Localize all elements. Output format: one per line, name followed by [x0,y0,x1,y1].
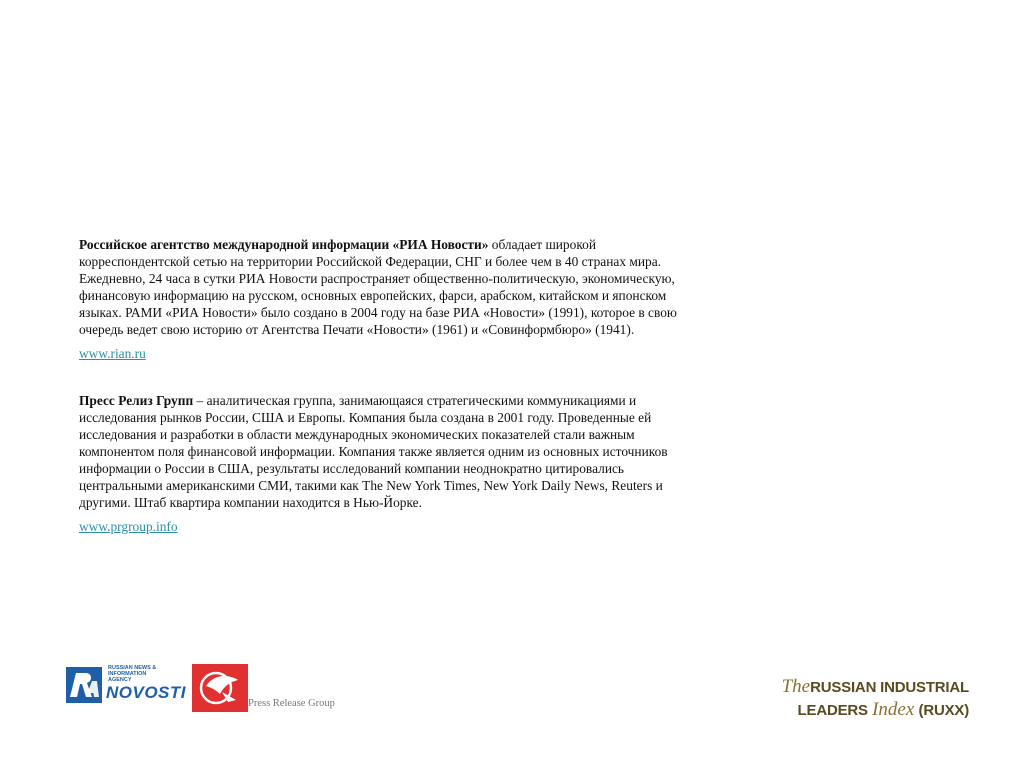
prg-description [79,392,694,511]
ruxx-the: The [781,676,811,697]
ria-novosti-logo [66,665,186,705]
prg-mark-icon [192,664,248,712]
ria-small-text: RUSSIAN NEWS & INFORMATION AGENCY [108,665,157,683]
main-content [79,236,694,535]
ria-description-text: обладает широкой корреспондентской сетью на территории Российской Федерации, СНГ и более чем в 40 странах мира. Ежедневно, 24 часа в сутки РИА Новости распространяет общественно-политическую, экономическую, финансовую информацию на русском, основных европейских, фарси, арабском, китайском и японском языках. РАМИ «РИА Новости» было создано в 2004 году на базе РИА «Новости» (1991), которое в свою очередь ведет свою историю от Агентства Печати «Новости» (1961) и «Совинформбюро» (1941). [79,237,677,337]
press-release-group-logo [192,664,352,714]
prg-logo-text: Press Release Group [248,698,335,709]
section-spacer [79,362,694,392]
prg-bold-lead: Пресс Релиз Групп [79,393,194,408]
ria-link[interactable]: www.rian.ru [79,346,146,361]
ria-bold-lead: Российское агентство международной информации «РИА Новости» [79,237,489,252]
ria-description [79,236,694,338]
ria-novosti-text: NOVOSTI [106,683,187,702]
ria-badge-icon [66,667,102,703]
ruxx-leaders: LEADERS [797,702,868,719]
ruxx-index: Index [872,699,915,720]
prg-link[interactable]: www.prgroup.info [79,519,178,534]
ruxx-line-1 [782,676,969,699]
prg-description-text: – аналитическая группа, занимающаяся стратегическими коммуникациями и исследования рынков России, США и Европы. Компания была создана в 2001 году. Проведенные ей исследования и разработки в области международных экономических показателей стали важным компонентом поля финансовой информации. Компания также является одним из основных источников информации о России в США, результаты исследований компании неоднократно цитировались центральными американскими СМИ, такими как The New York Times, New York Daily News, Reuters и другими. Штаб квартира компании находится в Нью-Йорке. [79,393,668,510]
ruxx-line1-text: RUSSIAN INDUSTRIAL [810,679,969,696]
ruxx-line-2 [782,699,969,722]
ruxx-logo [782,676,969,722]
ruxx-code: (RUXX) [918,702,969,719]
